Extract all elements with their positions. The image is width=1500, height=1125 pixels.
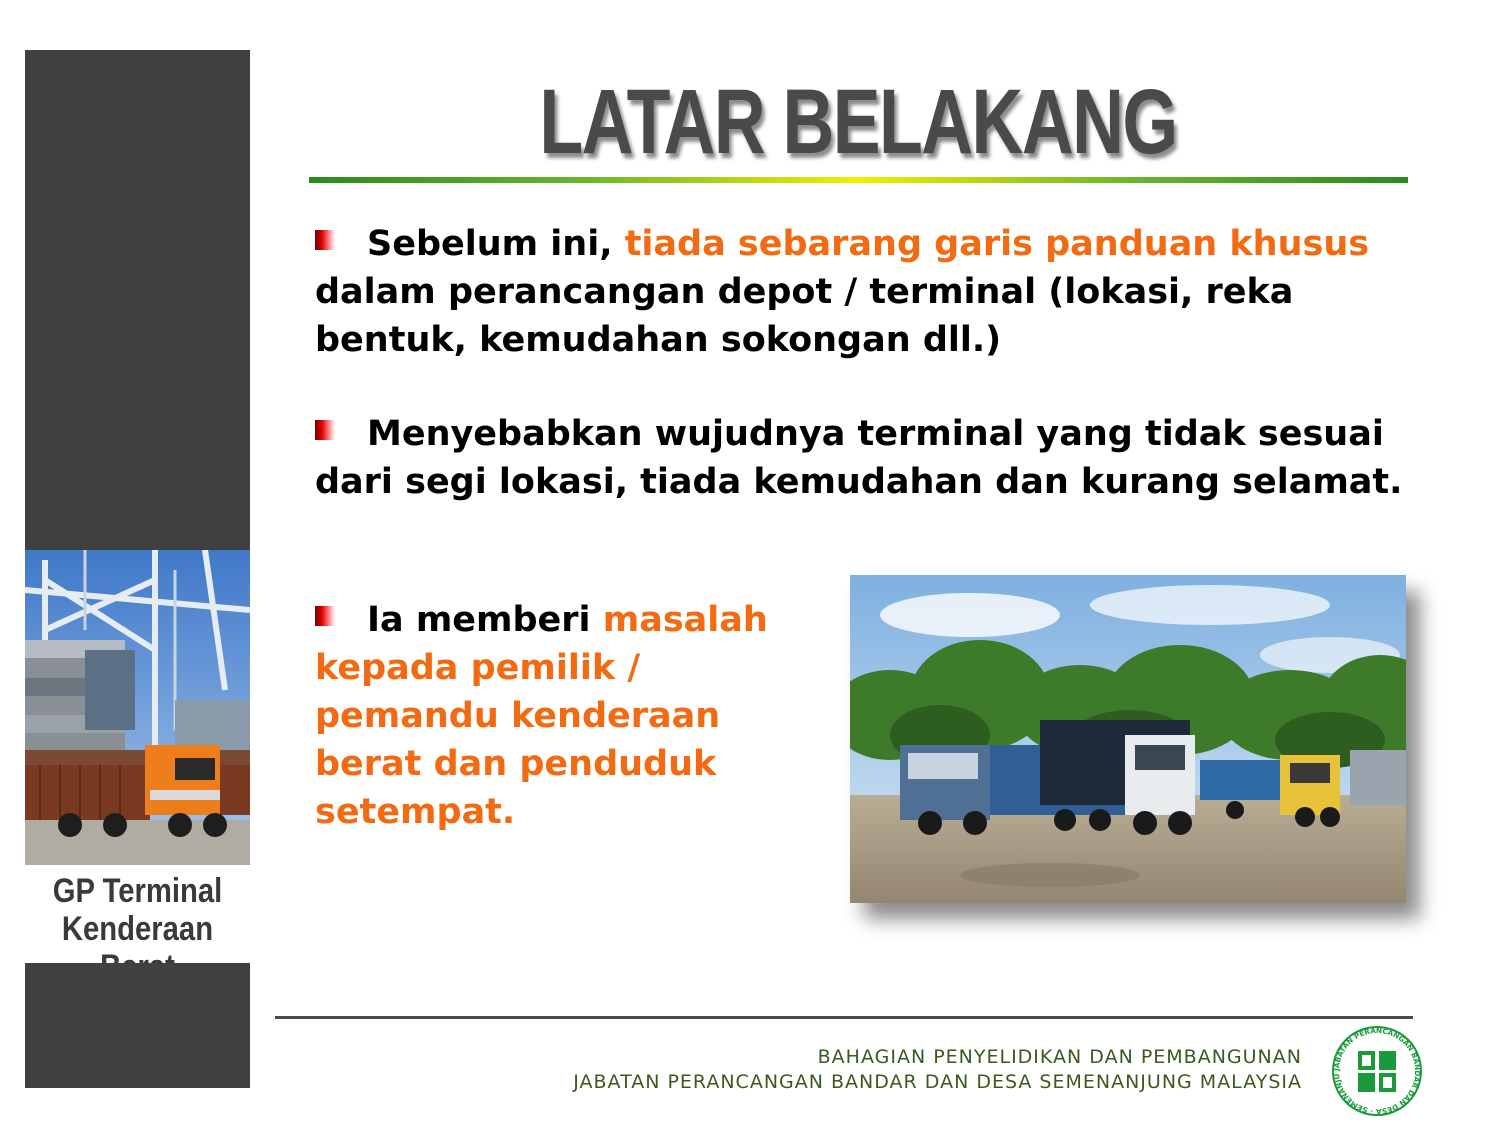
bullet-paragraph-1 [315,220,1415,364]
bullet-square-icon [315,606,335,626]
slide-title: LATAR BELAKANG [539,71,1177,173]
jpbd-logo [1328,1025,1426,1117]
sidebar-bottom-panel [25,963,250,1088]
sidebar-label-line1: GP Terminal [52,872,223,910]
bullet-2-text-1: Menyebabkan wujudnya terminal yang tidak sesuai dari segi lokasi, tiada kemudahan dan kurang selamat. [315,414,1403,502]
bullet-paragraph-3 [315,596,835,836]
bullet-square-icon [315,230,335,250]
bullet-1-text-2: dalam perancangan depot / terminal (lokasi, reka bentuk, kemudahan sokongan dll.) [315,272,1294,360]
bullet-3-highlight: masalah kepada pemilik / pemandu kenderaan berat dan penduduk setempat. [315,600,768,832]
footer-divider [275,1016,1413,1019]
bullet-1-text-1: Sebelum ini, [367,224,625,264]
bullet-square-icon [315,420,335,440]
port-container-photo [25,550,250,865]
bullet-3-text-1: Ia memberi [367,600,603,640]
bullet-1-highlight: tiada sebarang garis panduan khusus [624,224,1370,264]
truck-terminal-photo [850,575,1406,903]
logo-ring-text: JABATAN PERANCANGAN BANDAR DAN DESA · SEMENANJU [1331,1025,1423,1117]
sidebar-label-line2: Kenderaan [61,910,214,948]
sidebar-top-panel [25,50,250,550]
bullet-paragraph-2 [315,410,1415,506]
title-underline [309,177,1408,183]
footer-division-name: BAHAGIAN PENYELIDIKAN DAN PEMBANGUNAN [817,1046,1302,1068]
footer-department-name: JABATAN PERANCANGAN BANDAR DAN DESA SEMENANJUNG MALAYSIA [573,1071,1302,1093]
